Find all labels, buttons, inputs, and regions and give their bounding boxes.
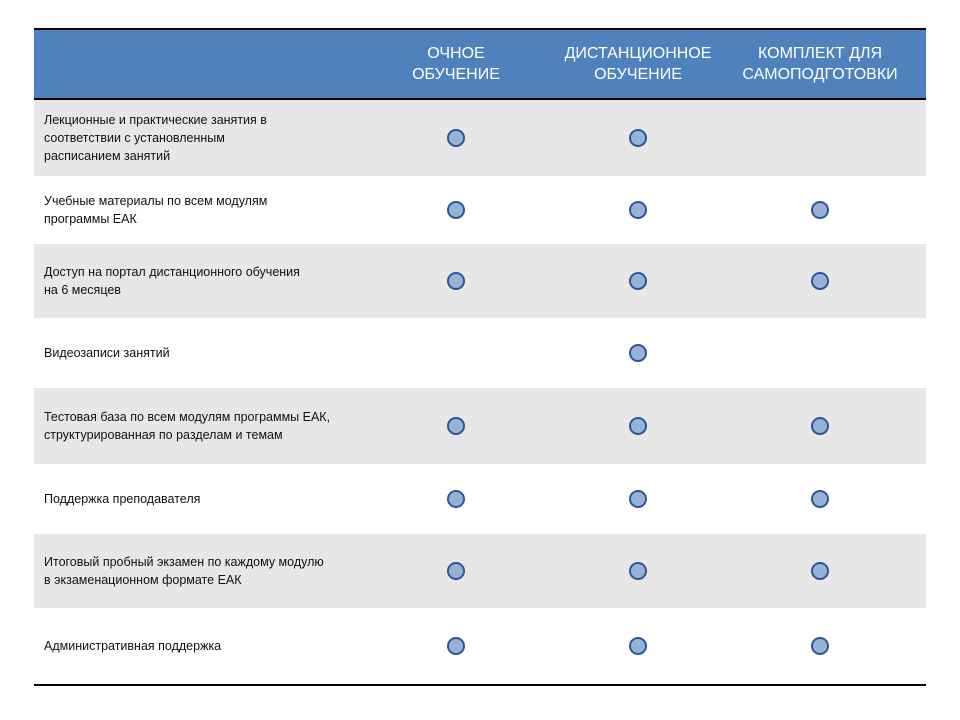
included-dot-icon (629, 201, 647, 219)
table-row (34, 534, 926, 608)
row-label: Лекционные и практические занятия в соответствии с установленным расписанием занятий (44, 113, 267, 163)
header-empty-cell (34, 30, 365, 98)
included-dot-icon (629, 417, 647, 435)
included-dot-icon (629, 129, 647, 147)
row-label: Видеозаписи занятий (44, 346, 170, 360)
included-dot-icon (629, 272, 647, 290)
cell-self-study-kit (729, 201, 911, 219)
included-dot-icon (447, 417, 465, 435)
included-dot-icon (629, 490, 647, 508)
cell-full-time (365, 129, 547, 147)
table-row (34, 464, 926, 534)
table-row (34, 100, 926, 176)
comparison-table (34, 28, 926, 686)
table-row (34, 608, 926, 684)
row-label: Учебные материалы по всем модулям программы ЕАК (44, 194, 268, 226)
cell-full-time (365, 344, 547, 362)
cell-self-study-kit (729, 129, 911, 147)
included-dot-icon (811, 637, 829, 655)
cell-full-time (365, 637, 547, 655)
included-dot-icon (811, 562, 829, 580)
included-dot-icon (629, 344, 647, 362)
included-dot-icon (811, 417, 829, 435)
table-header (34, 30, 926, 100)
cell-distance (547, 272, 729, 290)
header-full-time: ОЧНОЕ ОБУЧЕНИЕ (412, 45, 500, 83)
row-label: Тестовая база по всем модулям программы ЕАК, структурированная по разделам и темам (44, 410, 331, 442)
cell-distance (547, 344, 729, 362)
header-self-study-kit: КОМПЛЕКТ ДЛЯ САМОПОДГОТОВКИ (742, 45, 898, 83)
cell-distance (547, 129, 729, 147)
cell-distance (547, 490, 729, 508)
cell-full-time (365, 201, 547, 219)
cell-self-study-kit (729, 344, 911, 362)
cell-full-time (365, 417, 547, 435)
table-row (34, 244, 926, 318)
row-label: Поддержка преподавателя (44, 492, 201, 506)
included-dot-icon (447, 272, 465, 290)
included-dot-icon (811, 272, 829, 290)
included-dot-icon (811, 201, 829, 219)
table-row (34, 176, 926, 244)
cell-distance (547, 201, 729, 219)
cell-self-study-kit (729, 490, 911, 508)
cell-full-time (365, 272, 547, 290)
included-dot-icon (447, 129, 465, 147)
table-row (34, 388, 926, 464)
header-distance: ДИСТАНЦИОННОЕ ОБУЧЕНИЕ (564, 45, 712, 83)
cell-self-study-kit (729, 562, 911, 580)
cell-distance (547, 562, 729, 580)
row-label: Доступ на портал дистанционного обучения на 6 месяцев (44, 265, 300, 297)
included-dot-icon (629, 637, 647, 655)
row-label: Итоговый пробный экзамен по каждому модулю в экзаменационном формате ЕАК (44, 555, 324, 587)
cell-full-time (365, 490, 547, 508)
cell-self-study-kit (729, 417, 911, 435)
included-dot-icon (811, 490, 829, 508)
included-dot-icon (447, 562, 465, 580)
included-dot-icon (447, 637, 465, 655)
cell-full-time (365, 562, 547, 580)
cell-self-study-kit (729, 637, 911, 655)
cell-self-study-kit (729, 272, 911, 290)
table-body (34, 100, 926, 684)
included-dot-icon (629, 562, 647, 580)
table-row (34, 318, 926, 388)
cell-distance (547, 637, 729, 655)
row-label: Административная поддержка (44, 639, 222, 653)
included-dot-icon (447, 201, 465, 219)
included-dot-icon (447, 490, 465, 508)
cell-distance (547, 417, 729, 435)
